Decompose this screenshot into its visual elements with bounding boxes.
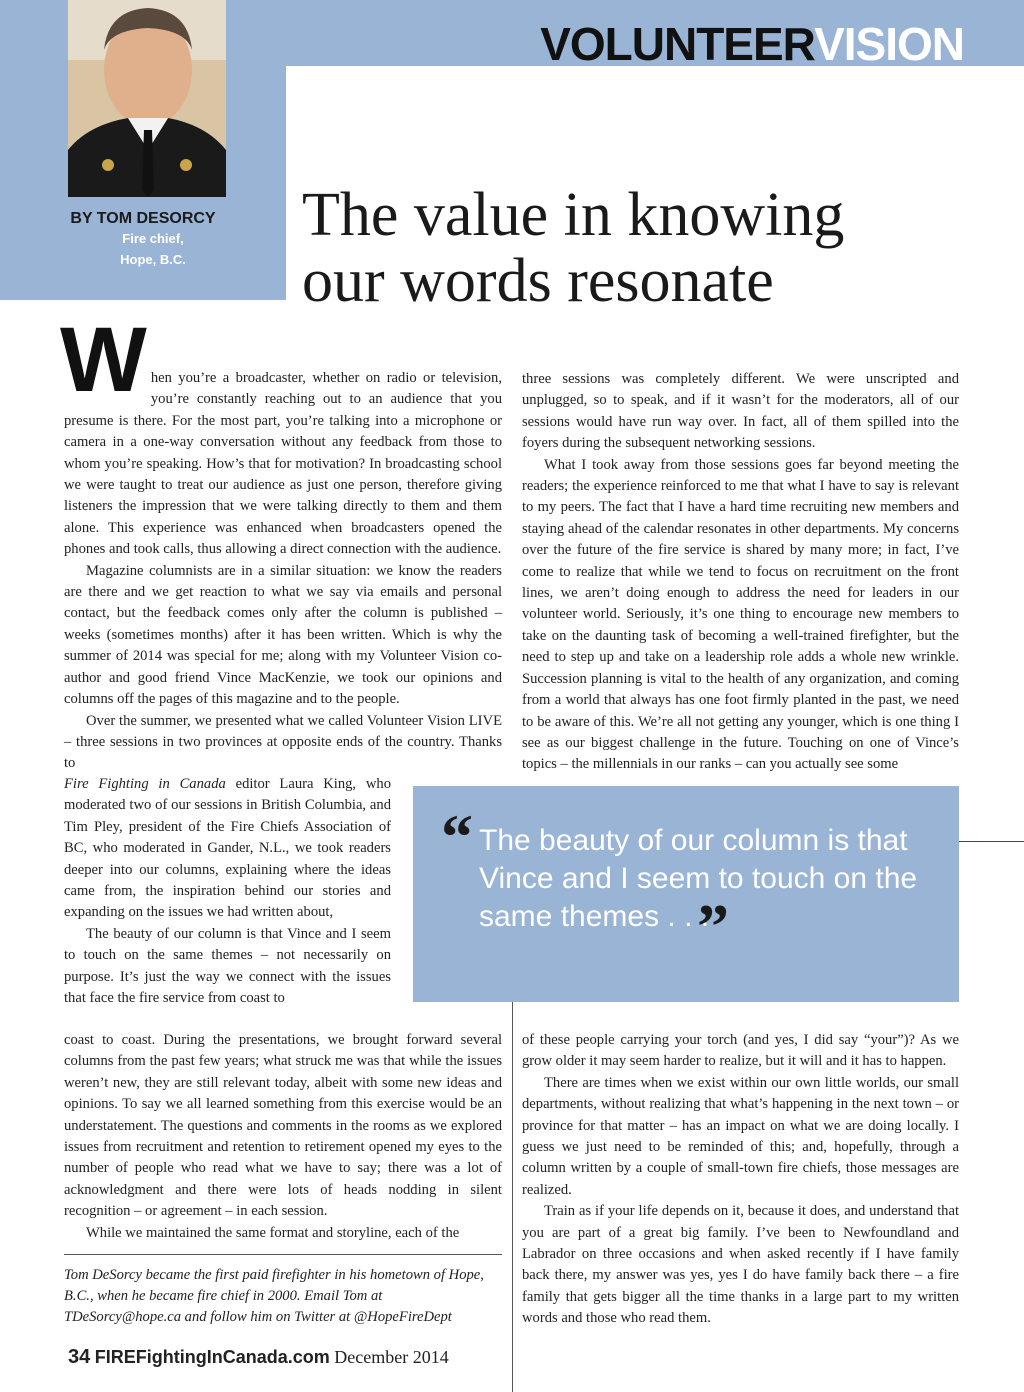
pull-quote-text: The beauty of our column is that Vince and I seem to touch on the same themes . . . [479,824,918,933]
article-column-right-bottom [522,1030,959,1330]
paragraph: What I took away from those sessions goes far beyond meeting the readers; the experience reinforced to me that what I have to say is relevant to my peers. The fact that I have a hard time recruiting new members and staying ahead of the calendar resonates in other departments. My concerns over the future of the fire service is shared by many more; in fact, I’ve come to realize that while we tend to focus on recruitment on the front lines, we aren’t doing enough to address the need for leaders in our volunteer world. Seriously, it’s one thing to encourage new members to take on the daunting task of becoming a well-trained firefighter, but the need to step up and take on a leadership role adds a whole new wrinkle. Succession planning is vital to the health of any organization, and coming from a world that always has one foot firmly planted in the past, we need to be aware of this. We’re all not getting any younger, which is one thing I see as our biggest challenge in the future. Touching on one of Vince’s topics – the millennials in our ranks – can you actually see some [522,456,959,773]
column-divider [512,1002,513,1392]
paragraph: When you’re a broadcaster, whether on radio or television, you’re constantly reaching out to an audience that you presume is there. For the most part, you’re talking into a microphone or camera in a one-way conversation without any feedback from those to whom you’re speaking. How’s that for motivation? In broadcasting school we were taught to treat our audience as just one person, therefore giving listeners the impression that we were talking directly to them and them alone. This experience was enhanced when broadcasters opened the phones and took calls, thus allowing a direct connection with the audience. [60,309,502,558]
byline [0,210,286,270]
drop-cap: W [60,309,147,411]
paragraph: There are times when we exist within our own little worlds, our small departments, without realizing that what’s happening in the next town – or province for that matter – has an impact on what we are doing locally. I guess we just need to be reminded of this; and, hopefully, through a column written by a couple of small-town fire chiefs, those messages are realized. [522,1074,959,1198]
paragraph: coast to coast. During the presentations, we brought forward several columns from the past few years; what struck me was that while the issues weren’t new, they are still relevant today, albeit with some new ideas and opinions. To say we all learned something from this exercise would be an understatement. The questions and comments in the rooms as we explored issues from recruitment and retention to retirement opened my eyes to the number of people who read what we have to say; there was a lot of acknowledgment and there were lots of heads nodding in silent recognition – or agreement – in each session. [64,1032,502,1220]
magazine-title: Fire Fighting in Canada [64,776,226,792]
author-photo [68,0,226,197]
article-headline: The value in knowing our words resonate [302,181,845,315]
bio-divider [64,1254,502,1255]
pull-quote [413,786,959,1002]
author-location: Hope, B.C. [120,252,186,267]
article-column-left-bottom [64,1030,502,1244]
paragraph: of these people carrying your torch (and yes, I did say “your”)? As we grow older it may seem harder to realize, but it will and it has to happen. [522,1032,959,1070]
article-column-left-top [60,309,502,775]
close-quote-mark: ” [697,891,729,962]
paragraph: While we maintained the same format and storyline, each of the [86,1224,460,1241]
paragraph: Train as if your life depends on it, because it does, and understand that you are part of a great big family. I’ve been to Newfoundland and Labrador on three occasions and when asked recently if I have family back there, my answer was yes, yes I do have family back there – a fire family that gets bigger all the time thanks in a large part to my written words and those who read them. [522,1203,959,1327]
article-column-left-narrow [64,774,391,1009]
author-role: Fire chief, [122,231,184,246]
website-link[interactable]: FIREFightingInCanada.com [94,1347,330,1367]
paragraph: Magazine columnists are in a similar situation: we know the readers are there and we get reaction to what we say via emails and personal contact, but the feedback comes only after the column is published – weeks (sometimes months) after it has been written. Which is why the summer of 2014 was special for me; along with my Volunteer Vision co-author and good friend Vince MacKenzie, we took our opinions and columns off the pages of this magazine and to the people. [64,562,502,708]
section-masthead: VOLUNTEERVISION [540,18,964,70]
pull-quote-rule [959,841,1024,842]
article-column-right-top [522,369,959,776]
paragraph: Over the summer, we presented what we called Volunteer Vision LIVE – three sessions in two provinces at opposite ends of the country. Thanks to [64,712,502,772]
paragraph: The beauty of our column is that Vince and I seem to touch on the same themes – not necessarily on purpose. It’s just the way we connect with the issues that face the fire service from coast to [64,925,391,1007]
author-bio: Tom DeSorcy became the first paid firefighter in his hometown of Hope, B.C., when he became fire chief in 2000. Email Tom at TDeSorcy@hope.ca and follow him on Twitter at @HopeFireDept [64,1267,484,1325]
paragraph: Fire Fighting in Canada editor Laura King, who moderated two of our sessions in British Columbia, and Tim Pley, president of the Fire Chiefs Association of BC, who moderated in Gander, N.L., we took readers deeper into our columns, explaining where the ideas came from, the inspiration behind our stories and expanding on the issues we had written about, [64,776,391,921]
paragraph: three sessions was completely different. We were unscripted and unplugged, so to speak, and if it wasn’t for the moderators, all of our sessions would have run way over. In fact, all of them spilled into the foyers during the subsequent networking sessions. [522,371,959,452]
issue-date: December 2014 [334,1347,449,1367]
open-quote-mark: “ [441,801,473,872]
page-footer [68,1346,449,1369]
page-number: 34 [68,1346,91,1368]
author-name: BY TOM DESORCY [70,210,216,227]
